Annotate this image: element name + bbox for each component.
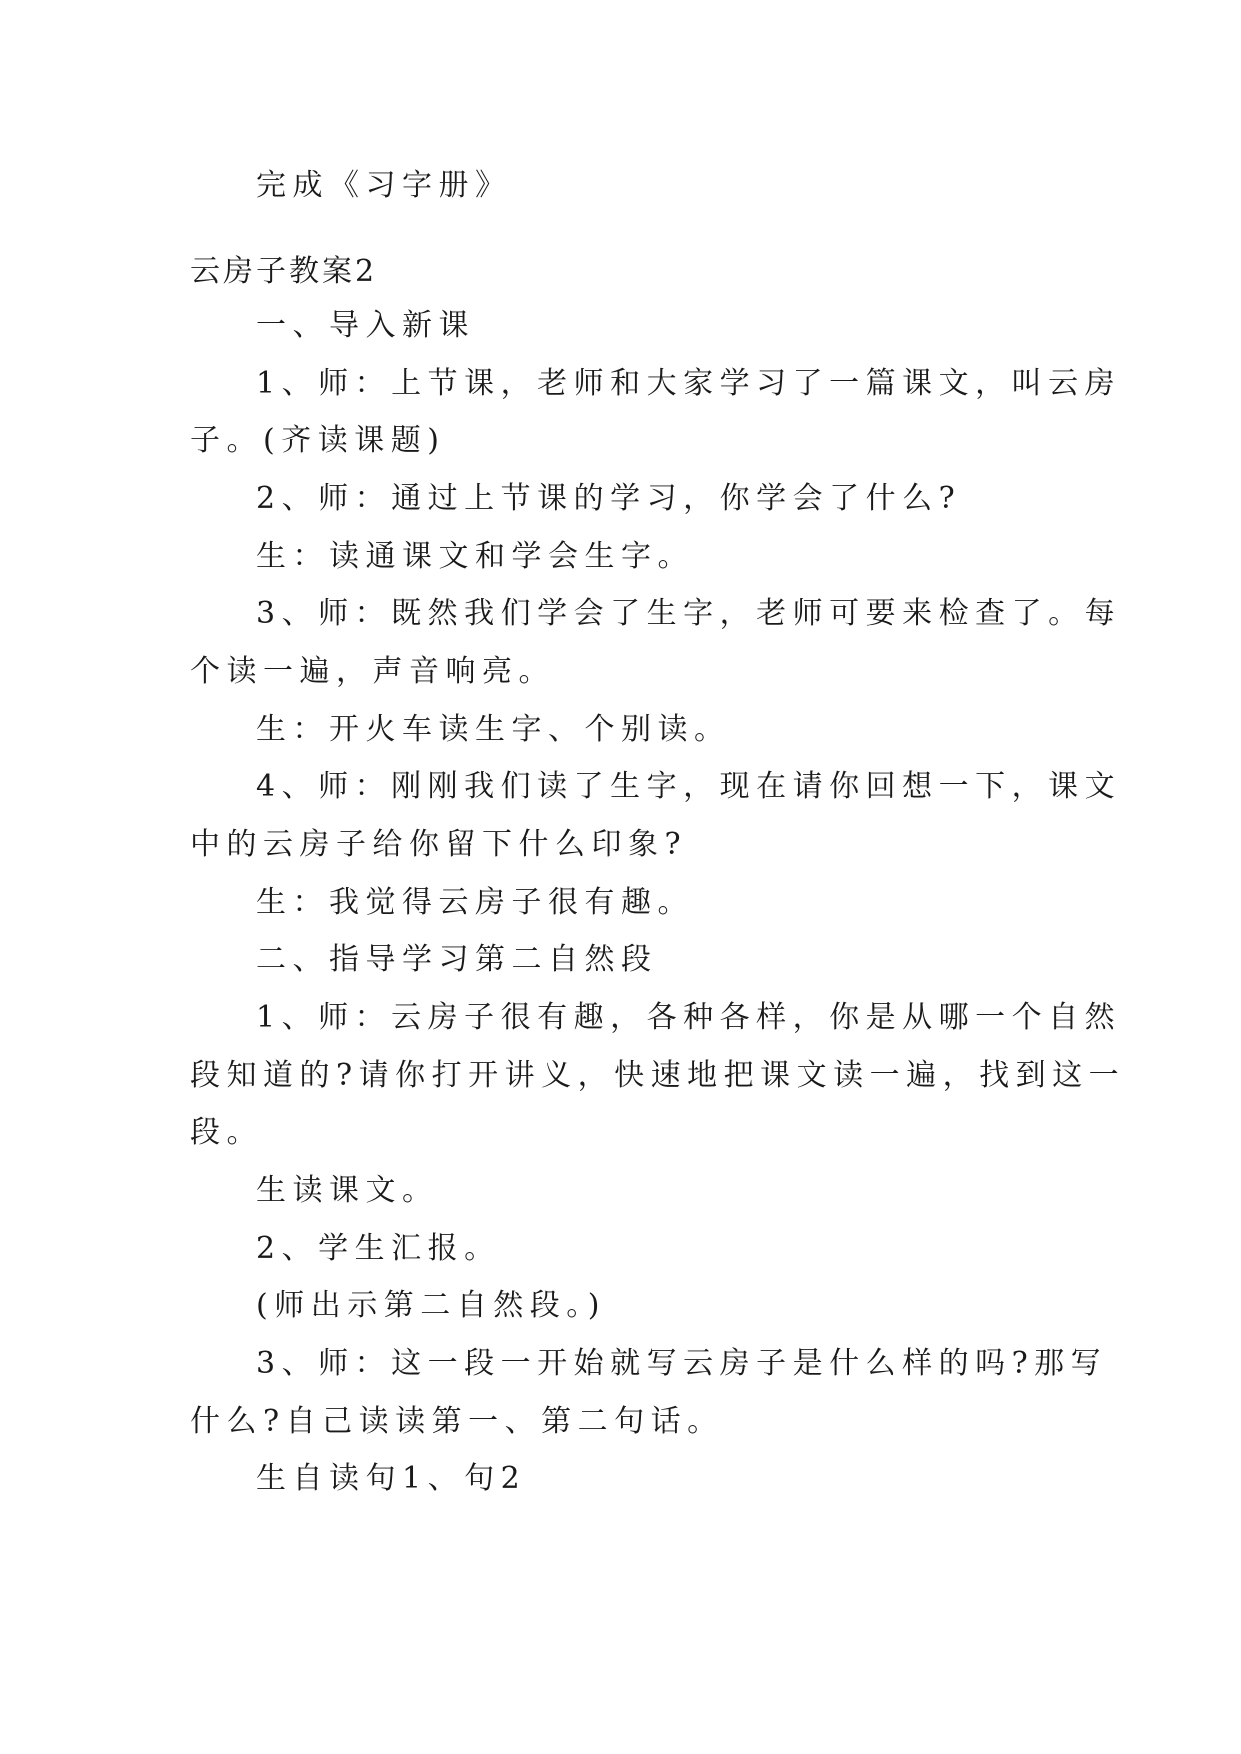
text-line: 3、师：既然我们学会了生字，老师可要来检查了。每 [256,596,1122,631]
text-line: 生：开火车读生字、个别读。 [256,712,731,747]
text-line: 段。 [190,1115,263,1150]
section-title: 云房子教案2 [190,254,378,289]
text-line: 二、指导学习第二自然段 [256,942,658,977]
text-line: 一、导入新课 [256,308,475,343]
text-line: 2、学生汇报。 [256,1231,501,1266]
text-line: 什么?自己读读第一、第二句话。 [190,1404,724,1439]
text-line: (师出示第二自然段。) [256,1288,606,1323]
text-line: 2、师：通过上节课的学习，你学会了什么? [256,481,962,516]
text-line: 生读课文。 [256,1173,439,1208]
text-line: 1、师：云房子很有趣，各种各样，你是从哪一个自然 [256,1000,1122,1035]
text-line: 生：读通课文和学会生字。 [256,539,694,574]
text-line: 生自读句1、句2 [256,1461,527,1496]
text-line: 1、师：上节课，老师和大家学习了一篇课文，叫云房 [256,366,1122,401]
text-line: 段知道的?请你打开讲义，快速地把课文读一遍，找到这一 [190,1058,1126,1093]
text-line: 生：我觉得云房子很有趣。 [256,885,694,920]
text-line: 个读一遍，声音响亮。 [190,654,555,689]
text-line: 3、师：这一段一开始就写云房子是什么样的吗?那写 [256,1346,1108,1381]
text-line: 4、师：刚刚我们读了生字，现在请你回想一下，课文 [256,769,1122,804]
text-line: 完成《习字册》 [256,168,512,203]
text-line: 中的云房子给你留下什么印象? [190,827,688,862]
text-line: 子。(齐读课题) [190,423,446,458]
